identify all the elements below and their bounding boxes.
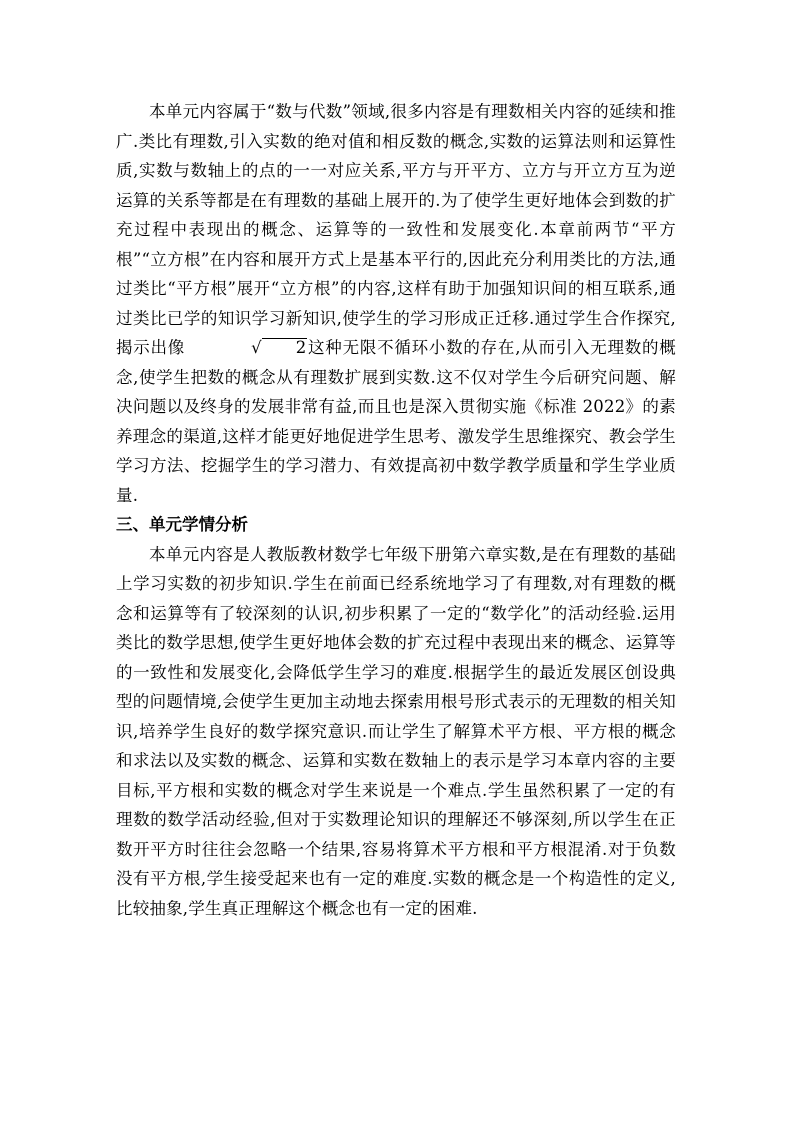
paragraph-text-before-sqrt: 本单元内容属于“数与代数”领域,很多内容是有理数相关内容的延续和推广.类比有理数,引入实数的绝对值和相反数的概念,实数的运算法则和运算性质,实数与数轴上的点的一一对应关系,平方与开平方、立方与开立方互为逆运算的关系等都是在有理数的基础上展开的.为了使学生更好地体会到数的扩充过程中表现出的概念、运算等的一致性和发展变化.本章前两节“平方根”“立方根”在内容和展开方式上是基本平行的,因此充分利用类比的方法,通过类比“平方根”展开“立方根”的内容,这样有助于加强知识间的相互联系,通过类比已学的知识学习新知识,使学生的学习形成正迁移.通过学生合作探究,揭示出像 (116, 102, 676, 357)
unit-content-paragraph (116, 97, 676, 510)
paragraph-text-after-sqrt: 这种无限不循环小数的存在,从而引入无理数的概念,使学生把数的概念从有理数扩展到实数.这不仅对学生今后研究问题、解决问题以及终身的发展非常有益,而且也是深入贯彻实施《标准 2022》的素养理念的渠道,这样才能更好地促进学生思考、激发学生思维探究、教会学生学习方法、挖掘学生的学习潜力、有效提高初中数学教学质量和学生学业质量. (116, 338, 676, 505)
section-heading-learning-analysis: 三、单元学情分析 (116, 515, 248, 534)
radicand: 2 (262, 338, 308, 357)
radical-sign: √ (251, 338, 262, 357)
document-page (116, 97, 676, 923)
sqrt-two-expression (185, 333, 307, 363)
learning-analysis-paragraph: 本单元内容是人教版教材数学七年级下册第六章实数,是在有理数的基础上学习实数的初步知识.学生在前面已经系统地学习了有理数,对有理数的概念和运算等有了较深刻的认识,初步积累了一定的“数学化”的活动经验.运用类比的数学思想,使学生更好地体会数的扩充过程中表现出来的概念、运算等的一致性和发展变化,会降低学生学习的难度.根据学生的最近发展区创设典型的问题情境,会使学生更加主动地去探索用根号形式表示的无理数的相关知识,培养学生良好的数学探究意识.而让学生了解算术平方根、平方根的概念和求法以及实数的概念、运算和实数在数轴上的表示是学习本章内容的主要目标,平方根和实数的概念对学生来说是一个难点.学生虽然积累了一定的有理数的数学活动经验,但对于实数理论知识的理解还不够深刻,所以学生在正数开平方时往往会忽略一个结果,容易将算术平方根和平方根混淆.对于负数没有平方根,学生接受起来也有一定的难度.实数的概念是一个构造性的定义,比较抽象,学生真正理解这个概念也有一定的困难. (116, 544, 676, 918)
